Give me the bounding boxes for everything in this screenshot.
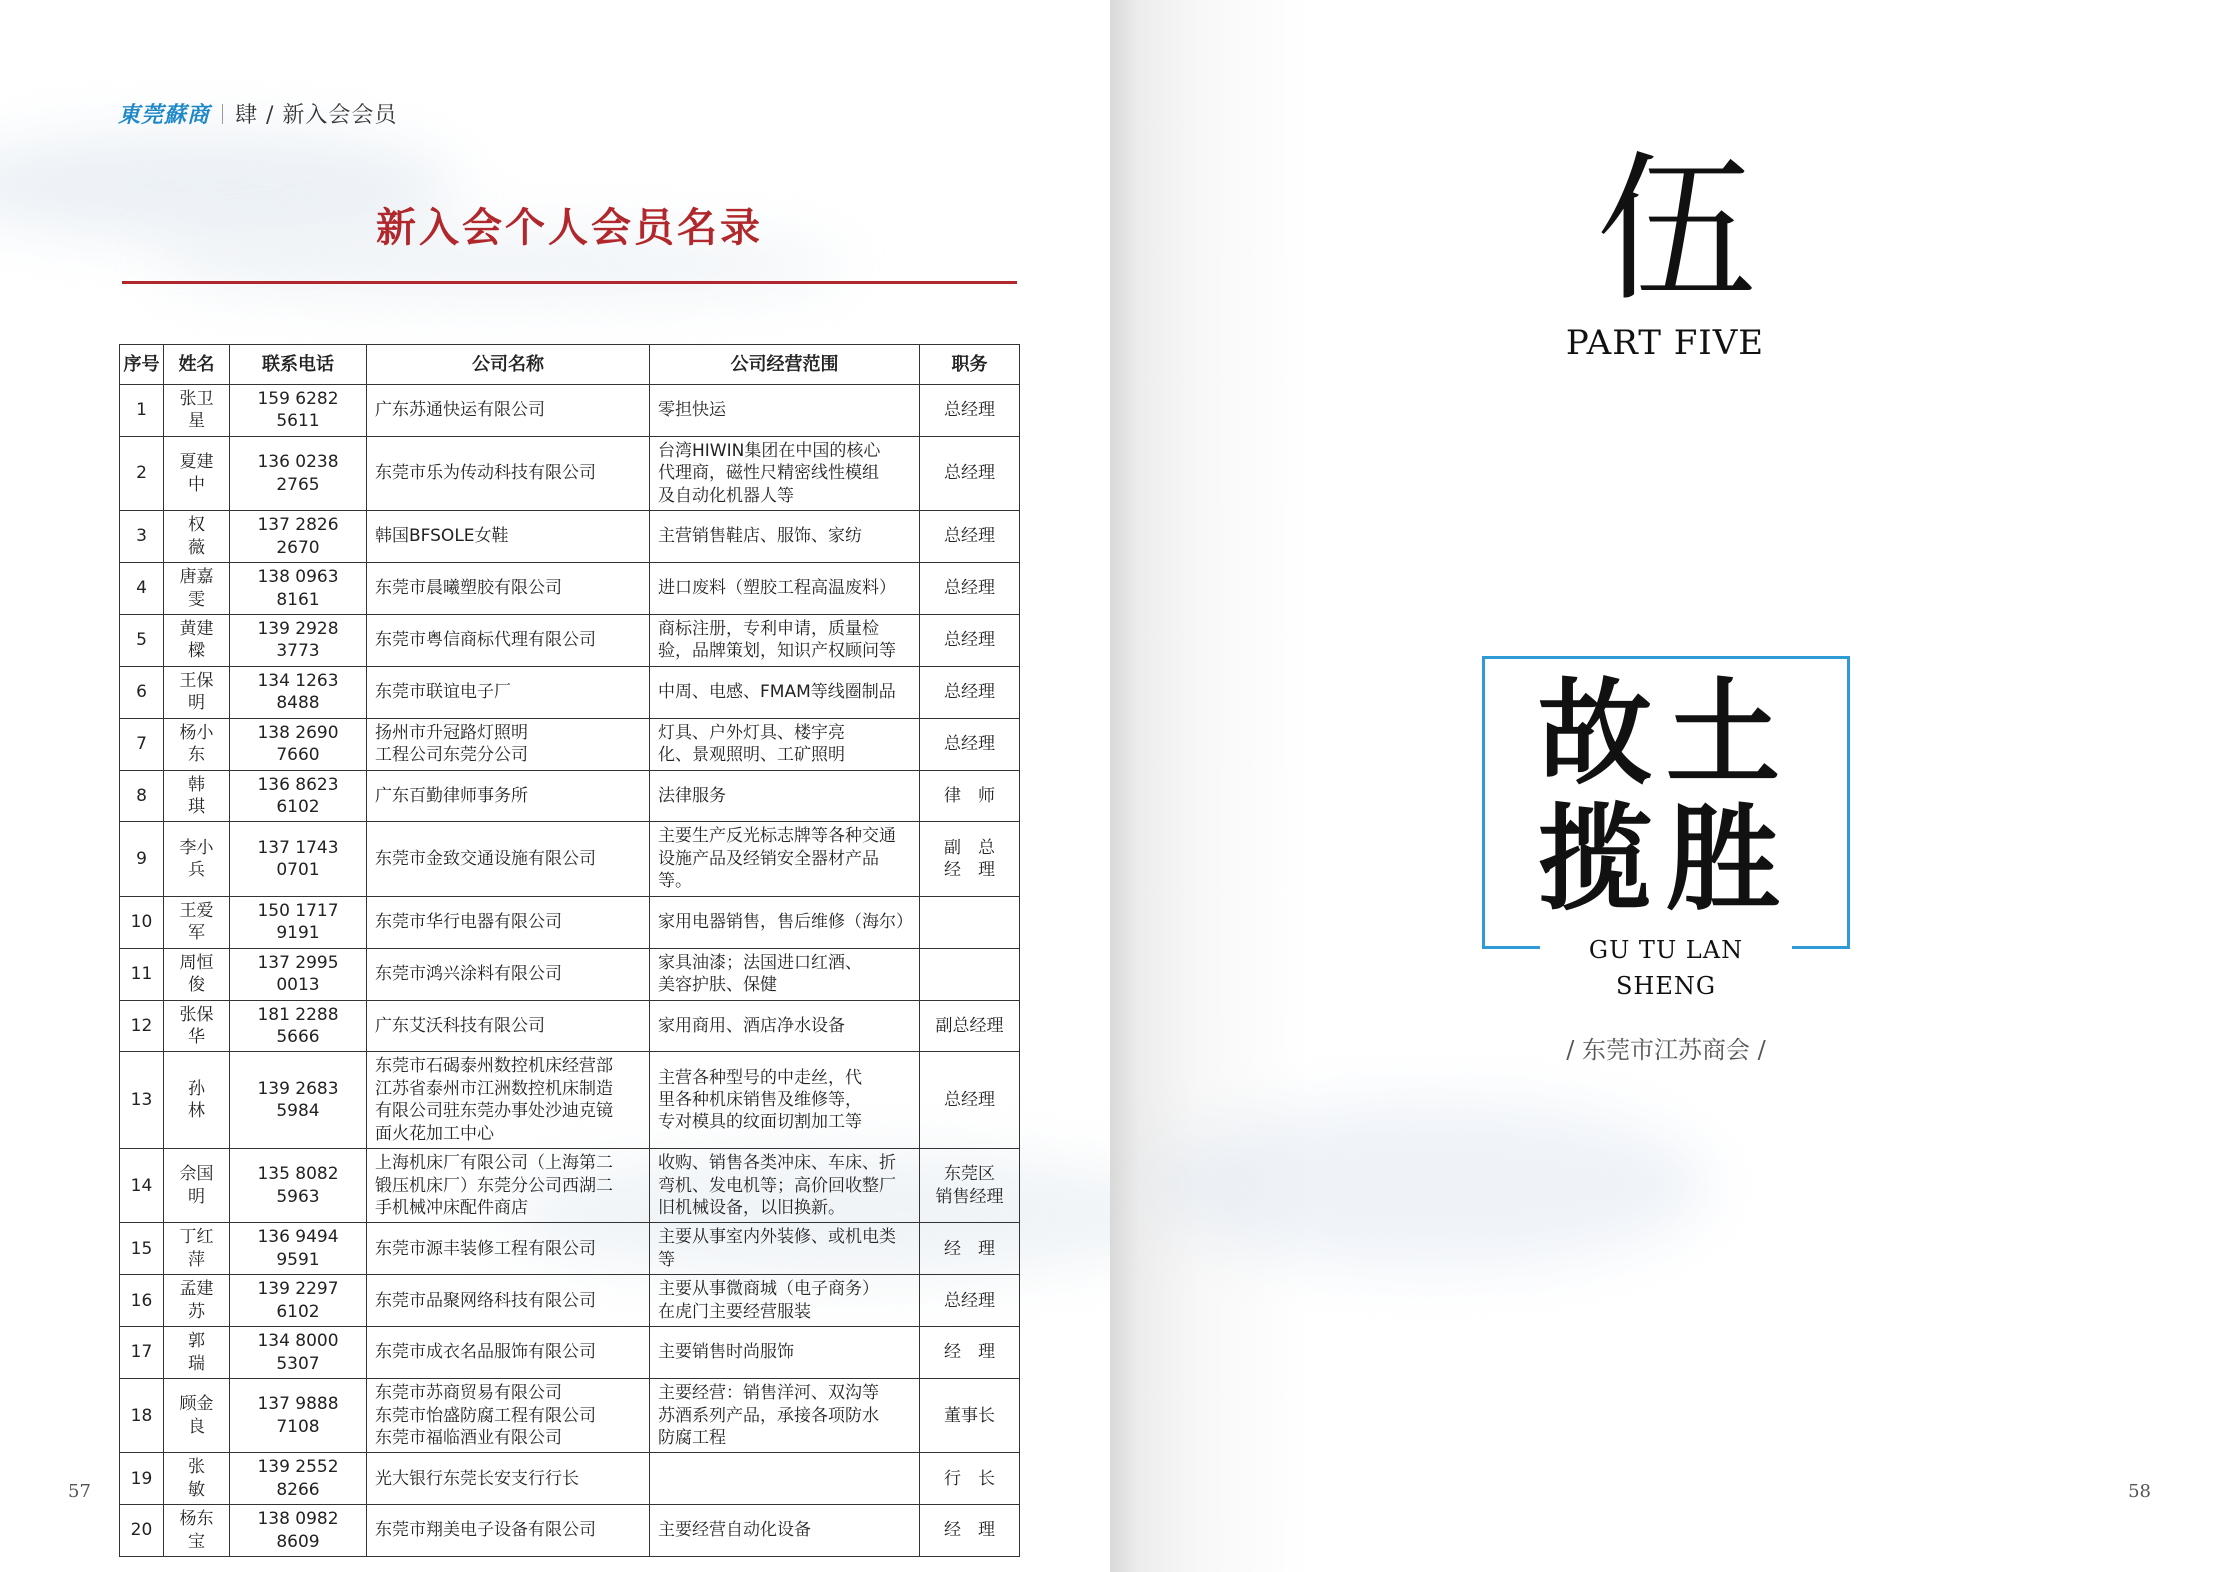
- phone-number-text: 159 6282 5611: [257, 389, 339, 432]
- company-name: [367, 511, 650, 563]
- row-number: [120, 436, 164, 510]
- part-numeral: 伍: [1596, 136, 1757, 323]
- row-number: [120, 1000, 164, 1052]
- row-number-text: 7: [136, 733, 147, 754]
- phone-number-text: 136 0238 2765: [257, 452, 339, 495]
- business-scope-text: 家具油漆；法国进口红酒、 美容护肤、保健: [658, 952, 862, 996]
- phone-number-text: 137 2826 2670: [257, 515, 339, 558]
- table-row: [120, 896, 1020, 948]
- mountain-mist-decoration: [1150, 1100, 1710, 1270]
- row-number: [120, 385, 164, 437]
- company-name-text: 东莞市粤信商标代理有限公司: [375, 630, 596, 651]
- company-name-text: 扬州市升冠路灯照明 工程公司东莞分公司: [375, 722, 528, 766]
- member-name: [164, 948, 230, 1000]
- table-row: [120, 770, 1020, 822]
- column-header: 公司经营范围: [650, 345, 920, 385]
- company-name: [367, 1327, 650, 1379]
- phone-number: [230, 1000, 367, 1052]
- business-scope: [650, 1000, 920, 1052]
- member-name: [164, 1149, 230, 1223]
- business-scope-text: 中周、电感、FMAM等线圈制品: [658, 682, 896, 703]
- row-number-text: 3: [136, 526, 147, 547]
- phone-number-text: 138 0963 8161: [257, 567, 339, 610]
- member-name: [164, 1223, 230, 1275]
- phone-number: [230, 822, 367, 896]
- row-number: [120, 1327, 164, 1379]
- job-title-text: 总经理: [944, 526, 995, 547]
- title-underline: [122, 281, 1017, 284]
- job-title-text: 总经理: [944, 578, 995, 599]
- section-title: [1510, 666, 1822, 926]
- company-name-text: 东莞市鸿兴涂料有限公司: [375, 963, 562, 984]
- row-number: [120, 1052, 164, 1149]
- row-number-text: 8: [136, 785, 147, 806]
- member-name: [164, 1453, 230, 1505]
- row-number: [120, 1223, 164, 1275]
- business-scope: [650, 1505, 920, 1557]
- organization-name: / 东莞市江苏商会 /: [1566, 1036, 1766, 1064]
- company-name: [367, 436, 650, 510]
- phone-number: [230, 718, 367, 770]
- business-scope-text: 家用电器销售，售后维修（海尔）: [658, 911, 913, 932]
- table-row: [120, 1000, 1020, 1052]
- company-name: [367, 1223, 650, 1275]
- row-number: [120, 1275, 164, 1327]
- row-number: [120, 1453, 164, 1505]
- section-label: 肆 / 新入会会员: [235, 103, 398, 128]
- phone-number: [230, 666, 367, 718]
- job-title: [920, 948, 1020, 1000]
- company-name: [367, 822, 650, 896]
- business-scope-text: 家用商用、酒店净水设备: [658, 1015, 845, 1036]
- phone-number: [230, 770, 367, 822]
- job-title-text: 总经理: [944, 682, 995, 703]
- row-number: [120, 614, 164, 666]
- business-scope: [650, 436, 920, 510]
- business-scope: [650, 511, 920, 563]
- member-name-text: 杨东宝: [179, 1509, 214, 1552]
- phone-number-text: 139 2928 3773: [257, 618, 339, 662]
- company-name: [367, 770, 650, 822]
- business-scope-text: 主要经营自动化设备: [658, 1520, 811, 1541]
- job-title-text: 总经理: [944, 400, 995, 421]
- row-number-text: 1: [136, 400, 147, 421]
- company-name: [367, 1149, 650, 1223]
- row-number-text: 20: [130, 1520, 153, 1541]
- phone-number: [230, 436, 367, 510]
- business-scope: [650, 1327, 920, 1379]
- job-title-text: 总经理: [944, 630, 995, 651]
- member-name-text: 王保明: [179, 670, 214, 714]
- row-number-text: 12: [130, 1015, 153, 1036]
- table-row: [120, 822, 1020, 896]
- company-name-text: 东莞市翔美电子设备有限公司: [375, 1520, 596, 1541]
- business-scope-text: 主要生产反光标志牌等各种交通 设施产品及经销安全器材产品等。: [658, 826, 896, 892]
- business-scope-text: 法律服务: [658, 785, 726, 806]
- company-name-text: 东莞市联谊电子厂: [375, 682, 511, 703]
- row-number-text: 17: [130, 1342, 153, 1363]
- company-name: [367, 1505, 650, 1557]
- table-row: [120, 385, 1020, 437]
- company-name: [367, 1379, 650, 1453]
- member-name: [164, 666, 230, 718]
- column-header: 公司名称: [367, 345, 650, 385]
- job-title: [920, 1327, 1020, 1379]
- table-row: [120, 1275, 1020, 1327]
- company-name-text: 上海机床厂有限公司（上海第二 锻压机床厂）东莞分公司西湖二 手机械冲床配件商店: [375, 1153, 613, 1218]
- business-scope: [650, 666, 920, 718]
- member-name-text: 张保华: [179, 1004, 214, 1047]
- job-title: [920, 896, 1020, 948]
- job-title: [920, 1275, 1020, 1327]
- member-name: [164, 718, 230, 770]
- row-number-text: 11: [130, 963, 153, 984]
- running-head: [118, 98, 397, 129]
- job-title-text: 副总经理: [935, 1015, 1004, 1036]
- table-row: [120, 614, 1020, 666]
- job-title-text: 总经理: [944, 1090, 995, 1111]
- phone-number-text: 139 2552 8266: [257, 1457, 339, 1500]
- row-number: [120, 1149, 164, 1223]
- job-title-text: 经 理: [944, 1342, 995, 1363]
- column-header: 姓名: [164, 345, 230, 385]
- business-scope-text: 收购、销售各类冲床、车床、折 弯机、发电机等；高价回收整厂 旧机械设备，以旧换新。: [658, 1153, 896, 1218]
- job-title-text: 经 理: [944, 1238, 995, 1259]
- row-number: [120, 1379, 164, 1453]
- phone-number-text: 138 2690 7660: [257, 722, 339, 766]
- business-scope: [650, 718, 920, 770]
- member-name: [164, 1505, 230, 1557]
- business-scope-text: 主要从事室内外装修、或机电类等: [658, 1227, 896, 1270]
- column-header: 序号: [120, 345, 164, 385]
- business-scope-text: 主要销售时尚服饰: [658, 1342, 794, 1363]
- row-number-text: 9: [136, 848, 147, 869]
- phone-number-text: 139 2683 5984: [257, 1078, 339, 1122]
- job-title: [920, 511, 1020, 563]
- company-name: [367, 666, 650, 718]
- business-scope: [650, 1052, 920, 1149]
- business-scope: [650, 563, 920, 615]
- row-number-text: 5: [136, 630, 147, 651]
- business-scope-text: 进口废料（塑胶工程高温废料）: [658, 578, 896, 599]
- row-number: [120, 666, 164, 718]
- table-row: [120, 511, 1020, 563]
- business-scope-text: 主要经营：销售洋河、双沟等 苏酒系列产品，承接各项防水 防腐工程: [658, 1383, 879, 1448]
- job-title-text: 总经理: [944, 733, 995, 754]
- row-number-text: 19: [130, 1468, 153, 1489]
- business-scope-text: 主要从事微商城（电子商务） 在虎门主要经营服装: [658, 1279, 879, 1322]
- member-name: [164, 511, 230, 563]
- brand-logo: 東莞蘇商: [118, 102, 211, 128]
- business-scope: [650, 1379, 920, 1453]
- phone-number: [230, 948, 367, 1000]
- job-title: [920, 1223, 1020, 1275]
- job-title: [920, 718, 1020, 770]
- phone-number: [230, 385, 367, 437]
- business-scope: [650, 822, 920, 896]
- job-title: [920, 770, 1020, 822]
- company-name-text: 东莞市苏商贸易有限公司 东莞市怡盛防腐工程有限公司 东莞市福临酒业有限公司: [375, 1383, 596, 1448]
- phone-number: [230, 1223, 367, 1275]
- company-name-text: 东莞市成衣名品服饰有限公司: [375, 1342, 596, 1363]
- member-name: [164, 896, 230, 948]
- member-name-text: 唐嘉雯: [179, 567, 214, 610]
- row-number-text: 18: [130, 1405, 153, 1426]
- phone-number: [230, 614, 367, 666]
- row-number-text: 14: [130, 1175, 153, 1196]
- member-name: [164, 436, 230, 510]
- member-name-text: 韩 琪: [188, 774, 222, 817]
- page-number-left: 57: [68, 1481, 91, 1502]
- job-title-text: 东莞区 销售经理: [935, 1164, 1004, 1207]
- company-name-text: 广东百勤律师事务所: [375, 785, 528, 806]
- phone-number-text: 137 1743 0701: [257, 837, 339, 881]
- table-row: [120, 1453, 1020, 1505]
- company-name-text: 光大银行东莞长安支行行长: [375, 1468, 579, 1489]
- job-title-text: 总经理: [944, 1290, 995, 1311]
- phone-number: [230, 1453, 367, 1505]
- member-name: [164, 822, 230, 896]
- company-name: [367, 1052, 650, 1149]
- member-name: [164, 1052, 230, 1149]
- job-title: [920, 1052, 1020, 1149]
- member-table-body: [120, 385, 1020, 1557]
- business-scope: [650, 770, 920, 822]
- member-name: [164, 385, 230, 437]
- row-number: [120, 770, 164, 822]
- member-name: [164, 1327, 230, 1379]
- phone-number-text: 138 0982 8609: [257, 1509, 339, 1552]
- table-row: [120, 1505, 1020, 1557]
- job-title: [920, 614, 1020, 666]
- business-scope-text: 台湾HIWIN集团在中国的核心 代理商，磁性尺精密线性模组 及自动化机器人等: [658, 440, 881, 506]
- company-name: [367, 1453, 650, 1505]
- phone-number-text: 139 2297 6102: [257, 1279, 339, 1322]
- row-number: [120, 822, 164, 896]
- row-number: [120, 718, 164, 770]
- member-table: [119, 344, 1020, 1557]
- business-scope-text: 商标注册，专利申请，质量检 验，品牌策划，知识产权顾问等: [658, 618, 896, 662]
- header-divider: [222, 104, 223, 124]
- job-title: [920, 1000, 1020, 1052]
- phone-number: [230, 511, 367, 563]
- business-scope: [650, 1149, 920, 1223]
- business-scope: [650, 385, 920, 437]
- row-number-text: 16: [130, 1290, 153, 1311]
- job-title-text: 经 理: [944, 1520, 995, 1541]
- phone-number-text: 137 9888 7108: [257, 1394, 339, 1437]
- company-name-text: 东莞市石碣泰州数控机床经营部 江苏省泰州市江洲数控机床制造 有限公司驻东莞办事处沙迪克镜 面火花加工中心: [375, 1056, 613, 1144]
- table-row: [120, 718, 1020, 770]
- member-name-text: 王爱军: [179, 900, 214, 944]
- member-name-text: 周恒俊: [179, 952, 214, 996]
- table-row: [120, 1052, 1020, 1149]
- table-row: [120, 563, 1020, 615]
- phone-number: [230, 1275, 367, 1327]
- member-name-text: 孟建苏: [179, 1279, 214, 1322]
- job-title: [920, 1505, 1020, 1557]
- business-scope: [650, 1223, 920, 1275]
- row-number-text: 10: [130, 911, 153, 932]
- member-name-text: 张卫星: [179, 389, 214, 432]
- page-left: [0, 0, 1110, 1572]
- section-title-line: 揽胜: [1537, 792, 1794, 926]
- member-name-text: 张 敏: [188, 1457, 222, 1500]
- company-name: [367, 614, 650, 666]
- company-name-text: 广东苏通快运有限公司: [375, 400, 545, 421]
- table-row: [120, 1223, 1020, 1275]
- company-name-text: 韩国BFSOLE女鞋: [375, 526, 509, 547]
- job-title-text: 律 师: [944, 785, 995, 806]
- member-name-text: 李小兵: [179, 837, 214, 881]
- member-name: [164, 1379, 230, 1453]
- table-row: [120, 1327, 1020, 1379]
- job-title-text: 董事长: [944, 1405, 995, 1426]
- section-title-line: 故土: [1537, 666, 1794, 800]
- phone-number-text: 134 1263 8488: [257, 670, 339, 714]
- company-name-text: 东莞市金致交通设施有限公司: [375, 848, 596, 869]
- member-name-text: 黄建樑: [179, 618, 214, 662]
- member-name-text: 杨小东: [179, 722, 214, 766]
- phone-number: [230, 1327, 367, 1379]
- company-name: [367, 948, 650, 1000]
- business-scope: [650, 948, 920, 1000]
- table-row: [120, 666, 1020, 718]
- job-title-text: 行 长: [944, 1468, 995, 1489]
- table-row: [120, 1379, 1020, 1453]
- company-name: [367, 1000, 650, 1052]
- member-name: [164, 563, 230, 615]
- row-number-text: 4: [136, 578, 147, 599]
- section-pinyin: GU TU LAN SHENG: [1540, 932, 1792, 968]
- phone-number-text: 136 8623 6102: [257, 774, 339, 817]
- page-title: 新入会个人会员名录: [376, 205, 763, 251]
- row-number: [120, 563, 164, 615]
- job-title-text: 副 总 经 理: [944, 837, 995, 881]
- job-title: [920, 436, 1020, 510]
- phone-number: [230, 563, 367, 615]
- company-name: [367, 563, 650, 615]
- business-scope: [650, 1453, 920, 1505]
- row-number-text: 2: [136, 463, 147, 484]
- company-name-text: 东莞市晨曦塑胶有限公司: [375, 578, 562, 599]
- member-name: [164, 1000, 230, 1052]
- member-name-text: 郭 瑞: [188, 1331, 222, 1374]
- company-name: [367, 385, 650, 437]
- job-title-text: 总经理: [944, 463, 995, 484]
- company-name-text: 东莞市源丰装修工程有限公司: [375, 1238, 596, 1259]
- phone-number-text: 137 2995 0013: [257, 952, 339, 996]
- job-title: [920, 563, 1020, 615]
- member-name-text: 佘国明: [179, 1164, 214, 1207]
- table-row: [120, 948, 1020, 1000]
- member-name: [164, 1275, 230, 1327]
- row-number-text: 13: [130, 1090, 153, 1111]
- row-number: [120, 511, 164, 563]
- company-name: [367, 718, 650, 770]
- column-header: 联系电话: [230, 345, 367, 385]
- table-row: [120, 436, 1020, 510]
- table-header-row: [120, 345, 1020, 385]
- job-title: [920, 1453, 1020, 1505]
- job-title: [920, 1379, 1020, 1453]
- business-scope-text: 主营各种型号的中走丝，代 里各种机床销售及维修等， 专对模具的纹面切割加工等: [658, 1067, 862, 1133]
- phone-number-text: 134 8000 5307: [257, 1331, 339, 1374]
- member-name-text: 顾金良: [179, 1394, 214, 1437]
- phone-number-text: 150 1717 9191: [257, 900, 339, 944]
- phone-number: [230, 1052, 367, 1149]
- company-name-text: 东莞市品聚网络科技有限公司: [375, 1290, 596, 1311]
- company-name: [367, 1275, 650, 1327]
- member-name-text: 孙 林: [188, 1078, 222, 1122]
- business-scope-text: 零担快运: [658, 400, 726, 421]
- member-name: [164, 770, 230, 822]
- phone-number-text: 135 8082 5963: [257, 1164, 339, 1207]
- job-title: [920, 666, 1020, 718]
- business-scope: [650, 896, 920, 948]
- member-name-text: 夏建中: [179, 452, 214, 495]
- member-name: [164, 614, 230, 666]
- phone-number-text: 136 9494 9591: [257, 1227, 339, 1270]
- job-title: [920, 822, 1020, 896]
- member-name-text: 丁红萍: [179, 1227, 214, 1270]
- job-title: [920, 385, 1020, 437]
- job-title: [920, 1149, 1020, 1223]
- company-name-text: 东莞市乐为传动科技有限公司: [375, 463, 596, 484]
- row-number: [120, 948, 164, 1000]
- business-scope-text: 主营销售鞋店、服饰、家纺: [658, 526, 862, 547]
- member-name-text: 权 薇: [188, 515, 222, 558]
- business-scope: [650, 1275, 920, 1327]
- row-number-text: 6: [136, 682, 147, 703]
- part-label: PART FIVE: [1565, 323, 1765, 363]
- company-name-text: 广东艾沃科技有限公司: [375, 1015, 545, 1036]
- phone-number: [230, 1149, 367, 1223]
- row-number: [120, 896, 164, 948]
- phone-number: [230, 896, 367, 948]
- phone-number: [230, 1505, 367, 1557]
- row-number-text: 15: [130, 1238, 153, 1259]
- page-number-right: 58: [2128, 1481, 2151, 1502]
- business-scope-text: 灯具、户外灯具、楼宇亮 化、景观照明、工矿照明: [658, 722, 845, 766]
- business-scope: [650, 614, 920, 666]
- phone-number-text: 181 2288 5666: [257, 1004, 339, 1047]
- phone-number: [230, 1379, 367, 1453]
- table-row: [120, 1149, 1020, 1223]
- column-header: 职务: [920, 345, 1020, 385]
- row-number: [120, 1505, 164, 1557]
- company-name: [367, 896, 650, 948]
- company-name-text: 东莞市华行电器有限公司: [375, 911, 562, 932]
